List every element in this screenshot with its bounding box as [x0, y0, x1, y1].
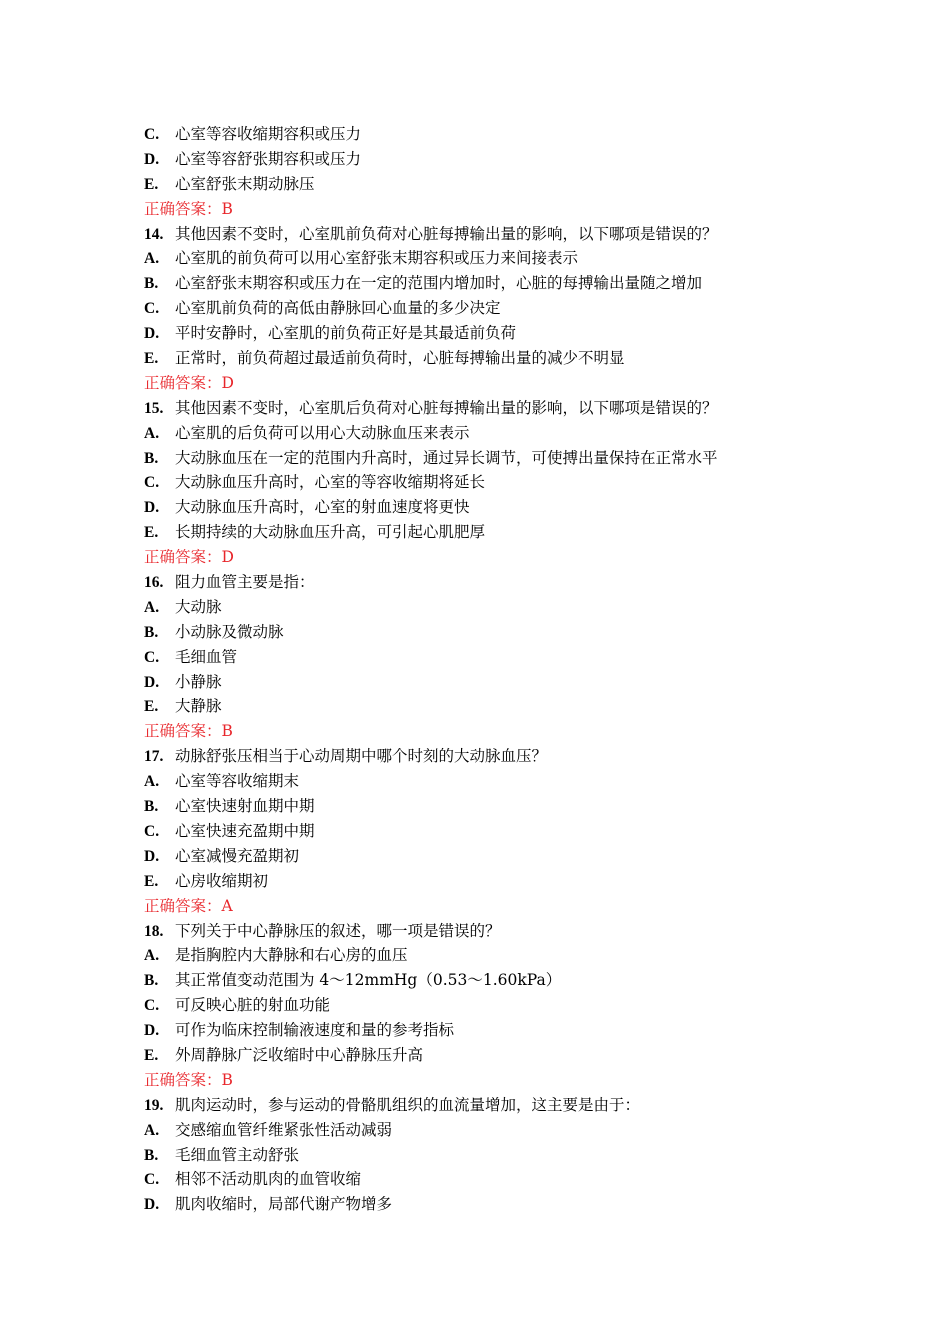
correct-answer: [144, 197, 904, 222]
question-17-correct-answer-text: 正确答案：A: [144, 896, 233, 915]
question-14-option-b: [144, 271, 904, 296]
question-18-correct-answer-text: 正确答案：B: [144, 1070, 233, 1089]
question-16-option-c: [144, 645, 904, 670]
question-15-option-b-label: B.: [144, 449, 159, 467]
question-16-option-d-label: D.: [144, 673, 160, 691]
question-15-correct-answer: [144, 545, 904, 570]
question-17-option-b: [144, 794, 904, 819]
question-14-option-c-label: C.: [144, 300, 160, 318]
question-19-option-b-label: B.: [144, 1146, 159, 1164]
question-18-option-d: [144, 1018, 904, 1043]
question-18-stem-text: 下列关于中心静脉压的叙述，哪一项是错误的？: [175, 921, 501, 940]
question-14-option-a-label: A.: [144, 250, 160, 268]
question-16-stem: [144, 570, 904, 595]
question-14-option-b-text: 心室舒张末期容积或压力在一定的范围内增加时，心脏的每搏输出量随之增加: [175, 274, 703, 293]
option-e-label: E.: [144, 175, 159, 193]
question-19-option-d-text: 肌肉收缩时，局部代谢产物增多: [175, 1195, 393, 1214]
option-d-text: 心室等容舒张期容积或压力: [175, 149, 362, 168]
question-15-stem: [144, 396, 904, 421]
option-c-label: C.: [144, 126, 160, 143]
question-18-option-c-text: 可反映心脏的射血功能: [175, 996, 331, 1015]
question-15-option-e-text: 长期持续的大动脉血压升高，可引起心肌肥厚: [175, 523, 486, 542]
question-16-correct-answer-text: 正确答案：B: [144, 722, 233, 741]
question-18-option-e-text: 外周静脉广泛收缩时中心静脉压升高: [175, 1045, 424, 1064]
question-16-option-e: [144, 694, 904, 719]
question-14-option-e-text: 正常时，前负荷超过最适前负荷时，心脏每搏输出量的减少不明显: [175, 349, 625, 368]
question-17-option-e: [144, 869, 904, 894]
question-15-option-e: [144, 520, 904, 545]
question-15-option-d-label: D.: [144, 499, 160, 517]
question-15-option-c-text: 大动脉血压升高时，心室的等容收缩期将延长: [175, 473, 486, 492]
question-14-option-c: [144, 296, 904, 321]
question-17-option-b-text: 心室快速射血期中期: [175, 797, 315, 816]
question-19-option-a-text: 交感缩血管纤维紧张性活动减弱: [175, 1120, 393, 1139]
question-14-correct-answer: [144, 371, 904, 396]
question-14-stem-text: 其他因素不变时，心室肌前负荷对心脏每搏输出量的影响，以下哪项是错误的？: [175, 224, 718, 243]
question-16-option-a: [144, 595, 904, 620]
question-18-correct-answer: [144, 1068, 904, 1093]
question-14-option-a: [144, 246, 904, 271]
question-18-option-b-label: B.: [144, 972, 159, 990]
question-19-stem-text: 肌肉运动时，参与运动的骨骼肌组织的血流量增加，这主要是由于：: [175, 1095, 641, 1114]
question-14-option-e-label: E.: [144, 350, 159, 368]
question-15-option-a-text: 心室肌的后负荷可以用心大动脉血压来表示: [175, 423, 470, 442]
question-16-correct-answer: [144, 719, 904, 744]
question-19-option-b: [144, 1143, 904, 1168]
question-18-option-a: [144, 943, 904, 968]
question-19-option-d-label: D.: [144, 1196, 160, 1214]
question-17-option-c-label: C.: [144, 822, 160, 840]
question-16-option-a-label: A.: [144, 598, 160, 616]
question-17-option-b-label: B.: [144, 798, 159, 816]
question-18-option-d-text: 可作为临床控制输液速度和量的参考指标: [175, 1021, 455, 1040]
question-19-option-c-label: C.: [144, 1171, 160, 1189]
question-15-option-d: [144, 495, 904, 520]
question-14-option-d-text: 平时安静时，心室肌的前负荷正好是其最适前负荷: [175, 324, 517, 343]
question-16-option-d: [144, 670, 904, 695]
question-15-option-b-text: 大动脉血压在一定的范围内升高时，通过异长调节，可使搏出量保持在正常水平: [175, 448, 718, 467]
question-19-stem-label: 19.: [144, 1096, 164, 1114]
question-19-option-d: [144, 1192, 904, 1217]
question-17-option-a: [144, 769, 904, 794]
question-17-stem: [144, 744, 904, 769]
option-d-label: D.: [144, 150, 160, 168]
question-17-correct-answer: [144, 894, 904, 919]
question-18-option-d-label: D.: [144, 1022, 160, 1040]
question-14-option-e: [144, 346, 904, 371]
question-16-option-d-text: 小静脉: [175, 672, 222, 691]
question-18-option-b: [144, 968, 904, 993]
question-17-stem-text: 动脉舒张压相当于心动周期中哪个时刻的大动脉血压？: [175, 747, 548, 766]
question-15-stem-text: 其他因素不变时，心室肌后负荷对心脏每搏输出量的影响，以下哪项是错误的？: [175, 398, 718, 417]
question-16-option-b: [144, 620, 904, 645]
question-19-option-b-text: 毛细血管主动舒张: [175, 1145, 300, 1164]
question-18-option-e: [144, 1043, 904, 1068]
question-17-option-c-text: 心室快速充盈期中期: [175, 821, 315, 840]
question-15-option-a: [144, 421, 904, 446]
question-16-option-e-label: E.: [144, 698, 159, 716]
question-17-option-d-text: 心室减慢充盈期初: [175, 846, 300, 865]
option-e-text: 心室舒张末期动脉压: [175, 174, 315, 193]
question-15-stem-label: 15.: [144, 399, 164, 417]
question-16-option-b-text: 小动脉及微动脉: [175, 622, 284, 641]
option-e: [144, 172, 904, 197]
question-15-option-e-label: E.: [144, 524, 159, 542]
question-19-option-a-label: A.: [144, 1121, 160, 1139]
question-19-option-c: [144, 1167, 904, 1192]
question-14-option-d-label: D.: [144, 325, 160, 343]
question-18-option-b-text: 其正常值变动范围为 4～12mmHg（0.53～1.60kPa）: [175, 971, 562, 990]
question-14-option-a-text: 心室肌的前负荷可以用心室舒张末期容积或压力来间接表示: [175, 249, 579, 268]
question-19-stem: [144, 1093, 904, 1118]
question-19-option-a: [144, 1118, 904, 1143]
question-16-option-b-label: B.: [144, 623, 159, 641]
question-18-option-e-label: E.: [144, 1046, 159, 1064]
question-15-option-b: [144, 446, 904, 471]
question-18-stem-label: 18.: [144, 922, 164, 940]
question-17-option-a-text: 心室等容收缩期末: [175, 772, 300, 791]
question-16-option-a-text: 大动脉: [175, 597, 222, 616]
question-17-option-e-label: E.: [144, 872, 159, 890]
question-16-option-c-text: 毛细血管: [175, 647, 238, 666]
question-15-option-c-label: C.: [144, 474, 160, 492]
document-page: [144, 122, 904, 1217]
question-14-stem-label: 14.: [144, 225, 164, 243]
question-14-option-c-text: 心室肌前负荷的高低由静脉回心血量的多少决定: [175, 299, 501, 318]
question-15-option-d-text: 大动脉血压升高时，心室的射血速度将更快: [175, 498, 470, 517]
option-c-text: 心室等容收缩期容积或压力: [175, 125, 362, 143]
question-14-correct-answer-text: 正确答案：D: [144, 373, 234, 392]
question-16-option-e-text: 大静脉: [175, 697, 222, 716]
option-c: [144, 122, 904, 147]
question-15-option-c: [144, 470, 904, 495]
question-19-option-c-text: 相邻不活动肌肉的血管收缩: [175, 1170, 362, 1189]
question-14-option-d: [144, 321, 904, 346]
question-16-option-c-label: C.: [144, 648, 160, 666]
question-18-option-c-label: C.: [144, 997, 160, 1015]
question-14-stem: [144, 222, 904, 247]
correct-answer-text: 正确答案：B: [144, 199, 233, 218]
question-16-stem-text: 阻力血管主要是指：: [175, 573, 315, 592]
option-d: [144, 147, 904, 172]
question-17-option-e-text: 心房收缩期初: [175, 871, 269, 890]
question-15-correct-answer-text: 正确答案：D: [144, 548, 234, 567]
question-18-option-c: [144, 993, 904, 1018]
question-17-option-d: [144, 844, 904, 869]
question-17-option-d-label: D.: [144, 847, 160, 865]
question-16-stem-label: 16.: [144, 574, 164, 592]
question-18-option-a-label: A.: [144, 947, 160, 965]
question-17-option-a-label: A.: [144, 773, 160, 791]
question-17-stem-label: 17.: [144, 748, 164, 766]
question-18-stem: [144, 919, 904, 944]
question-15-option-a-label: A.: [144, 424, 160, 442]
question-14-option-b-label: B.: [144, 275, 159, 293]
question-18-option-a-text: 是指胸腔内大静脉和右心房的血压: [175, 946, 408, 965]
question-17-option-c: [144, 819, 904, 844]
